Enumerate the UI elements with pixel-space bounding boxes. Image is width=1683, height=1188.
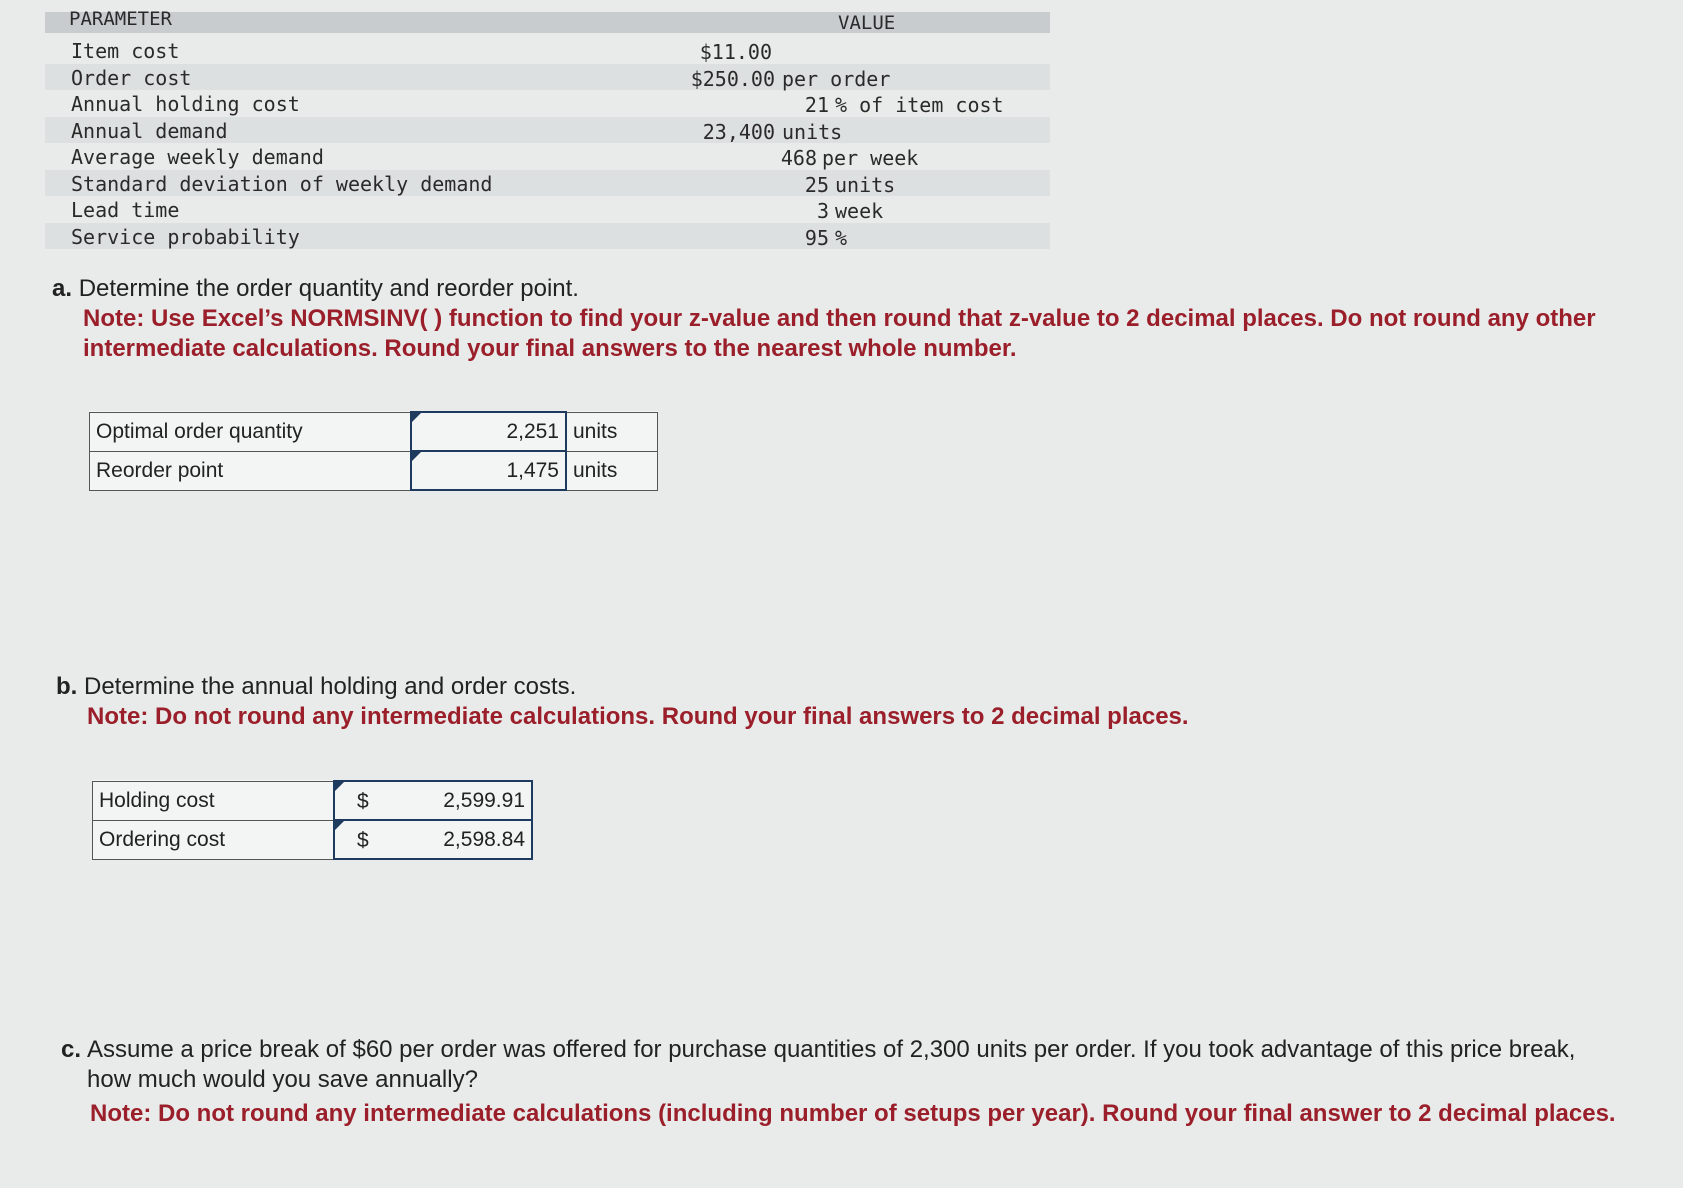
question-b-note: Note: Do not round any intermediate calculations. Round your final answers to 2 decimal places. <box>87 703 1189 730</box>
answer-label: Optimal order quantity <box>90 412 412 451</box>
question-a-note: Note: Use Excel’s NORMSINV( ) function to find your z-value and then round that z-value to 2 decimal places. Do not round any other intermediate calculations. Round your final answers to the nearest whole number. <box>83 305 1596 362</box>
question-b-letter: b. <box>56 673 78 700</box>
question-b <box>56 672 1646 732</box>
parameter-table <box>45 8 1050 250</box>
param-unit: units <box>835 172 896 197</box>
currency-symbol: $ <box>357 829 369 852</box>
header-parameter: PARAMETER <box>69 8 172 30</box>
param-label: Annual holding cost <box>71 92 300 116</box>
param-label: Standard deviation of weekly demand <box>71 171 493 196</box>
holding-cost-input[interactable] <box>334 781 532 820</box>
ordering-cost-input[interactable] <box>334 820 532 859</box>
question-c <box>61 1035 1621 1129</box>
param-unit: % <box>835 225 848 250</box>
param-label: Annual demand <box>71 118 228 143</box>
param-value: $250.00 <box>690 66 775 91</box>
param-unit: units <box>782 119 843 144</box>
param-label: Service probability <box>71 224 300 249</box>
param-value: 25 <box>804 172 829 197</box>
param-value: 23,400 <box>702 119 775 144</box>
param-value: 468 <box>780 146 817 170</box>
question-c-letter: c. <box>61 1036 82 1063</box>
answer-unit: units <box>566 451 658 490</box>
param-row <box>45 117 1050 144</box>
param-row <box>45 143 1050 170</box>
param-unit: week <box>835 199 884 223</box>
answer-label: Reorder point <box>90 451 412 490</box>
question-a-text: Determine the order quantity and reorder point. <box>78 275 579 302</box>
question-b-text: Determine the annual holding and order costs. <box>84 673 577 700</box>
answer-row <box>90 412 658 451</box>
param-row <box>45 223 1050 250</box>
answer-unit: units <box>566 412 658 451</box>
question-a <box>52 274 1642 364</box>
param-unit: per order <box>782 66 891 91</box>
param-value: 21 <box>804 93 829 117</box>
question-a-letter: a. <box>52 275 73 302</box>
param-value: 3 <box>816 199 829 223</box>
param-row <box>45 64 1050 91</box>
param-row <box>45 90 1050 117</box>
param-row <box>45 170 1050 197</box>
param-row <box>45 37 1050 64</box>
question-c-note: Note: Do not round any intermediate calculations (including number of setups per year). Round your final answer to 2 decimal places. <box>90 1100 1616 1127</box>
param-value: 95 <box>804 225 829 250</box>
answer-label: Holding cost <box>93 781 335 820</box>
optimal-order-quantity-input[interactable]: 2,251 <box>411 412 566 451</box>
currency-symbol: $ <box>357 790 369 813</box>
answer-row <box>93 781 533 820</box>
param-row <box>45 196 1050 223</box>
header-value: VALUE <box>838 12 896 34</box>
answer-label: Ordering cost <box>93 820 335 859</box>
question-c-text: Assume a price break of $60 per order was offered for purchase quantities of 2,300 units per order. If you took advantage of this price break, how much would you save annually? <box>87 1036 1576 1093</box>
param-value: $11.00 <box>699 40 772 64</box>
answer-table-a <box>89 411 658 491</box>
param-label: Order cost <box>71 65 192 90</box>
holding-cost-value: 2,599.91 <box>443 788 525 812</box>
parameter-table-header <box>45 8 1050 34</box>
param-label: Average weekly demand <box>71 145 324 169</box>
answer-row <box>90 451 658 490</box>
param-label: Lead time <box>71 198 180 222</box>
answer-table-b <box>92 780 533 860</box>
ordering-cost-value: 2,598.84 <box>443 827 525 851</box>
answer-row <box>93 820 533 859</box>
reorder-point-input[interactable]: 1,475 <box>411 451 566 490</box>
param-unit: per week <box>822 146 919 170</box>
param-label: Item cost <box>71 39 180 63</box>
param-unit: % of item cost <box>835 93 1004 117</box>
